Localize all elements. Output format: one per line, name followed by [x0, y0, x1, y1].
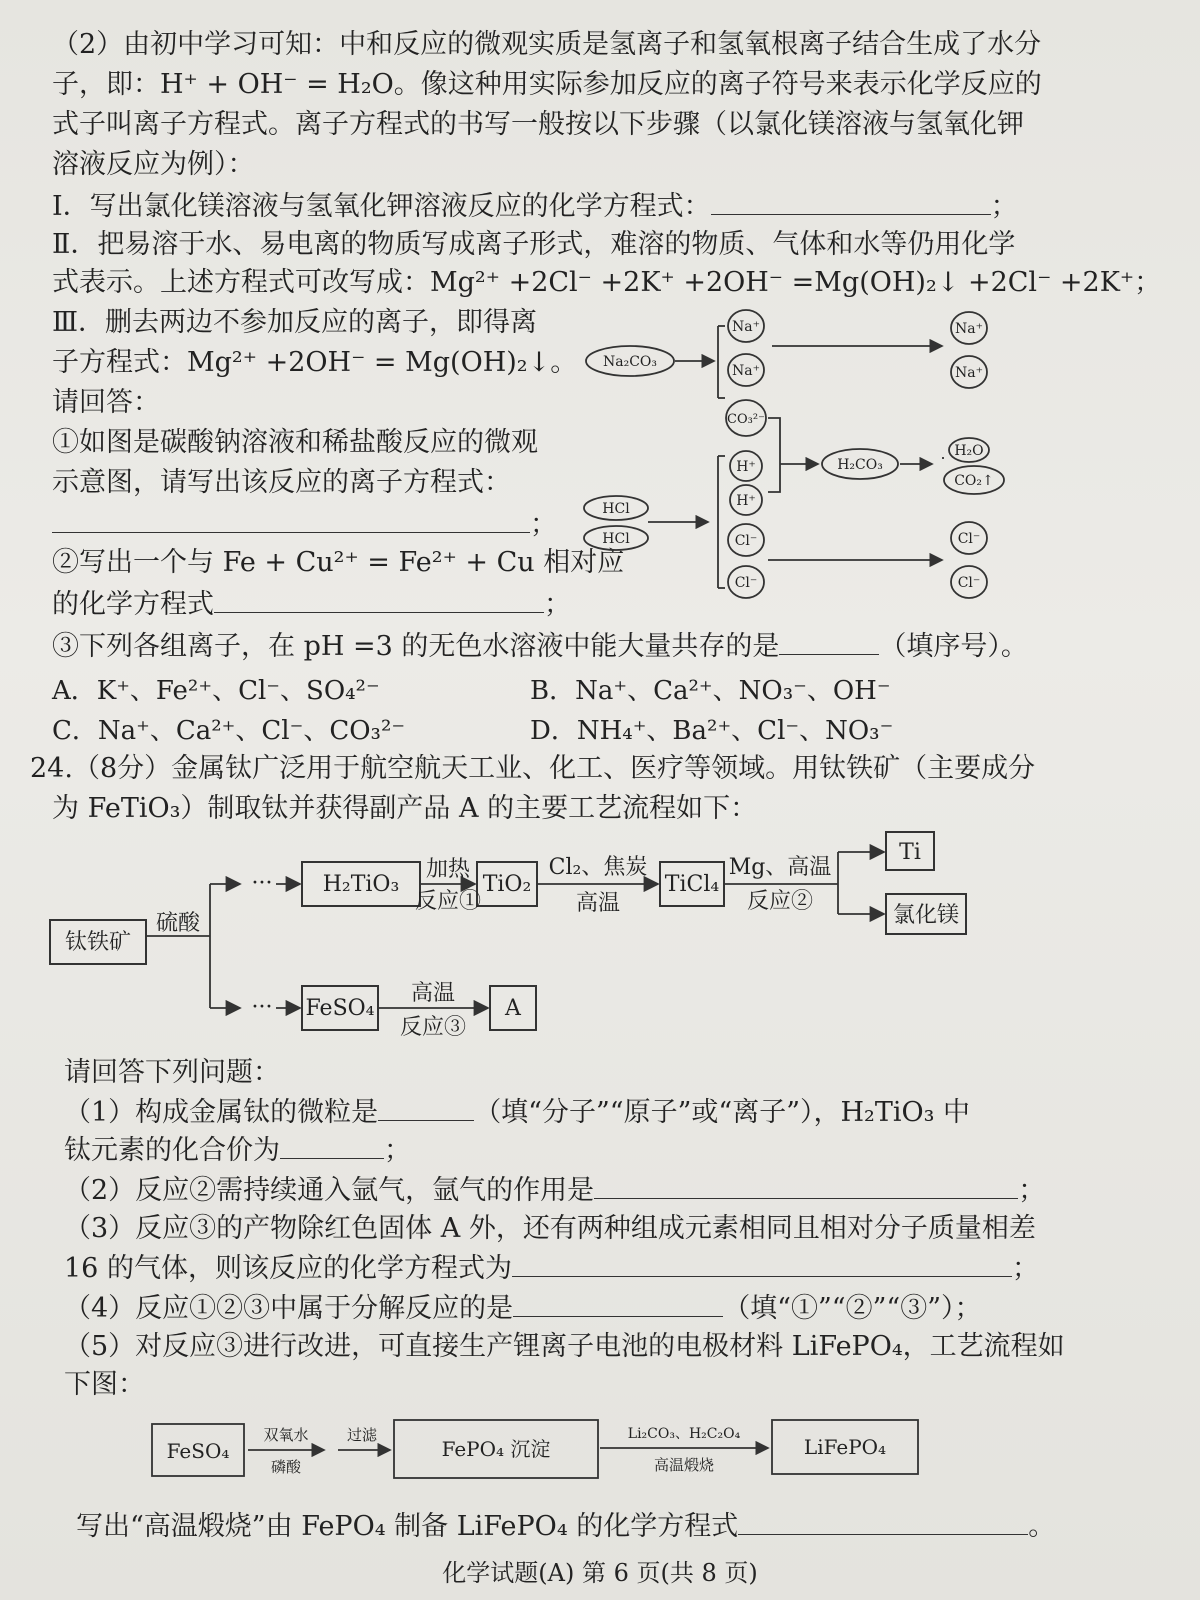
q23-sub3: [52, 628, 1028, 664]
micro-reaction-diagram: [580, 306, 1020, 622]
q23-step3-line-1: Ⅲ．删去两边不参加反应的离子，即得离: [52, 307, 538, 338]
ticl4-label: TiCl₄: [664, 872, 720, 897]
co2-label: CO₂↑: [954, 473, 994, 489]
q23-option-d: D．NH₄⁺、Ba²⁺、Cl⁻、NO₃⁻: [530, 716, 894, 746]
answer-blank[interactable]: [738, 1508, 1028, 1535]
q23-sub1-answer: ；: [52, 506, 557, 542]
q23-sub1-line-2: 示意图，请写出该反应的离子方程式：: [52, 467, 511, 498]
q23-intro-line-1: （2）由初中学习可知：中和反应的微观实质是氢离子和氢氧根离子结合生成了水分: [52, 29, 1042, 60]
page-footer: 化学试题(A) 第 6 页(共 8 页): [442, 1559, 758, 1587]
q24-final: 写出“高温煅烧”由 FePO₄ 制备 LiFePO₄ 的化学方程式 。: [76, 1508, 1055, 1544]
phosphoric-acid-label: 磷酸: [270, 1458, 302, 1476]
product-a-label: A: [505, 996, 521, 1021]
high-temp-label: 高温: [575, 891, 621, 916]
q24-q3-line-2: 16 的气体，则该反应的化学方程式为 ；: [64, 1250, 1039, 1286]
hydrogen-peroxide-label: 双氧水: [263, 1426, 309, 1444]
q23-sub1-line-1: ①如图是碳酸钠溶液和稀盐酸反应的微观: [52, 427, 538, 458]
cl-ion-label: Cl⁻: [734, 575, 758, 591]
q23-step2-line-2: 式表示。上述方程式可改写成：Mg²⁺ +2Cl⁻ +2K⁺ +2OH⁻ =Mg(OH)₂↓ +2Cl⁻ +2K⁺；: [52, 267, 1162, 298]
hcl-label: HCl: [602, 531, 630, 547]
na-ion-label: Na⁺: [732, 363, 760, 379]
lifepo4-process-flow: [150, 1418, 930, 1498]
cl-ion-label: Cl⁻: [957, 531, 981, 547]
dots-label: ···: [251, 995, 273, 1020]
q24-q1-text-2: （填“分子”“原子”或“离子”），H₂TiO₃ 中: [474, 1097, 971, 1128]
dots-label: ···: [251, 871, 273, 896]
flow2-feso4-label: FeSO₄: [166, 1439, 230, 1463]
q24-q5-line-1: （5）对反应③进行改进，可直接生产锂离子电池的电极材料 LiFePO₄，工艺流程如: [64, 1331, 1065, 1362]
na-ion-label: Na⁺: [955, 365, 983, 381]
q24-q3-line-1: （3）反应③的产物除红色固体 A 外，还有两种组成元素相同且相对分子质量相差: [64, 1213, 1036, 1244]
q24-q2-text: （2）反应②需持续通入氩气，氩气的作用是: [64, 1175, 595, 1206]
lifepo4-label: LiFePO₄: [803, 1435, 887, 1459]
reaction-3-label: 反应③: [399, 1015, 467, 1040]
q23-intro-line-3: 式子叫离子方程式。离子方程式的书写一般按以下步骤（以氯化镁溶液与氢氧化钾: [52, 109, 1024, 140]
cl-ion-label: Cl⁻: [734, 533, 758, 549]
fepo4-precipitate-label: FePO₄ 沉淀: [441, 1437, 551, 1461]
q23-step3-line-2: 子方程式：Mg²⁺ +2OH⁻ = Mg(OH)₂↓。: [52, 347, 578, 378]
feso4-label: FeSO₄: [305, 996, 375, 1021]
answer-blank[interactable]: [779, 628, 879, 655]
h-ion-label: H⁺: [736, 459, 756, 475]
answer-blank[interactable]: [378, 1094, 474, 1121]
cl2-coke-label: Cl₂、焦炭: [548, 855, 648, 880]
q24-head-line-1: 24.（8分）金属钛广泛用于航空航天工业、化工、医疗等领域。用钛铁矿（主要成分: [30, 753, 1036, 784]
answer-blank[interactable]: [513, 1290, 723, 1317]
answer-blank[interactable]: [594, 1172, 1018, 1199]
q24-q3-text: 16 的气体，则该反应的化学方程式为: [64, 1253, 512, 1284]
tio2-label: TiO₂: [482, 872, 532, 897]
q23-intro-line-2: 子，即：H⁺ + OH⁻ = H₂O。像这种用实际参加反应的离子符号来表示化学反应的: [52, 69, 1042, 100]
q24-q2: （2）反应②需持续通入氩气，氩气的作用是 ；: [64, 1172, 1045, 1208]
heat-label: 加热: [425, 857, 471, 882]
q24-q5-line-2: 下图：: [64, 1369, 145, 1400]
answer-blank[interactable]: [214, 586, 544, 613]
h2co3-label: H₂CO₃: [837, 457, 883, 473]
h2tio3-label: H₂TiO₃: [322, 872, 400, 897]
q23-option-b: B．Na⁺、Ca²⁺、NO₃⁻、OH⁻: [530, 676, 891, 706]
q24-q1-line-2: 钛元素的化合价为 ；: [64, 1132, 411, 1168]
q23-sub2-line-1: ②写出一个与 Fe + Cu²⁺ = Fe²⁺ + Cu 相对应: [52, 547, 625, 578]
na2co3-label: Na₂CO₃: [602, 354, 658, 370]
hcl-label: HCl: [602, 501, 630, 517]
li2co3-h2c2o4-label: Li₂CO₃、H₂C₂O₄: [627, 1426, 741, 1442]
h2o-label: H₂O: [954, 443, 984, 459]
reaction-1-label: 反应①: [414, 889, 482, 914]
q24-q4-text-1: （4）反应①②③中属于分解反应的是: [64, 1293, 514, 1324]
q23-intro-line-4: 溶液反应为例）：: [52, 149, 255, 180]
cl-ion-label: Cl⁻: [957, 575, 981, 591]
q24-q1-line-1: [64, 1094, 970, 1130]
q24-q1-text-1: （1）构成金属钛的微粒是: [64, 1097, 379, 1128]
high-temp-label: 高温: [410, 981, 456, 1006]
calcination-label: 高温煅烧: [653, 1456, 715, 1474]
reaction-2-label: 反应②: [746, 889, 814, 914]
q24-head-line-2: 为 FeTiO₃）制取钛并获得副产品 A 的主要工艺流程如下：: [52, 793, 758, 824]
ilmenite-label: 钛铁矿: [64, 930, 132, 955]
answer-blank[interactable]: [711, 188, 991, 215]
q23-option-c: C．Na⁺、Ca²⁺、Cl⁻、CO₃²⁻: [52, 716, 406, 746]
ti-label: Ti: [899, 840, 921, 865]
mgcl2-label: 氯化镁: [892, 903, 960, 928]
mg-high-temp-label: Mg、高温: [728, 855, 832, 880]
q23-sub3-text: ③下列各组离子，在 pH =3 的无色水溶液中能大量共存的是: [52, 631, 780, 662]
answer-blank[interactable]: [512, 1250, 1012, 1277]
na-ion-label: Na⁺: [732, 319, 760, 335]
q24-prompt: 请回答下列问题：: [64, 1057, 280, 1088]
q24-q4: [64, 1290, 982, 1326]
h-ion-label: H⁺: [736, 493, 756, 509]
q23-option-a: A．K⁺、Fe²⁺、Cl⁻、SO₄²⁻: [52, 676, 380, 706]
q24-final-text: 写出“高温煅烧”由 FePO₄ 制备 LiFePO₄ 的化学方程式: [76, 1511, 739, 1542]
q23-prompt: 请回答：: [52, 387, 160, 418]
na-ion-label: Na⁺: [955, 321, 983, 337]
answer-blank[interactable]: [52, 506, 530, 533]
q23-step2-line-1: Ⅱ．把易溶于水、易电离的物质写成离子形式，难溶的物质、气体和水等仍用化学: [52, 229, 1016, 260]
q24-q1-text-3: 钛元素的化合价为: [64, 1135, 280, 1166]
titanium-process-flow: [40, 828, 990, 1058]
q23-step1-text: Ⅰ．写出氯化镁溶液与氢氧化钾溶液反应的化学方程式：: [52, 191, 711, 222]
q23-step1: Ⅰ．写出氯化镁溶液与氢氧化钾溶液反应的化学方程式： ；: [52, 188, 1018, 224]
q24-q4-text-2: （填“①”“②”“③”）；: [723, 1293, 982, 1324]
sulfuric-acid-label: 硫酸: [155, 911, 201, 936]
q23-sub2-line-2: 的化学方程式 ；: [52, 586, 571, 622]
carbonate-ion-label: CO₃²⁻: [727, 412, 765, 427]
answer-blank[interactable]: [280, 1132, 384, 1159]
q23-sub2-text: 的化学方程式: [52, 589, 214, 620]
q23-sub3-tail: （填序号）。: [879, 631, 1028, 662]
filter-label: 过滤: [346, 1426, 378, 1444]
